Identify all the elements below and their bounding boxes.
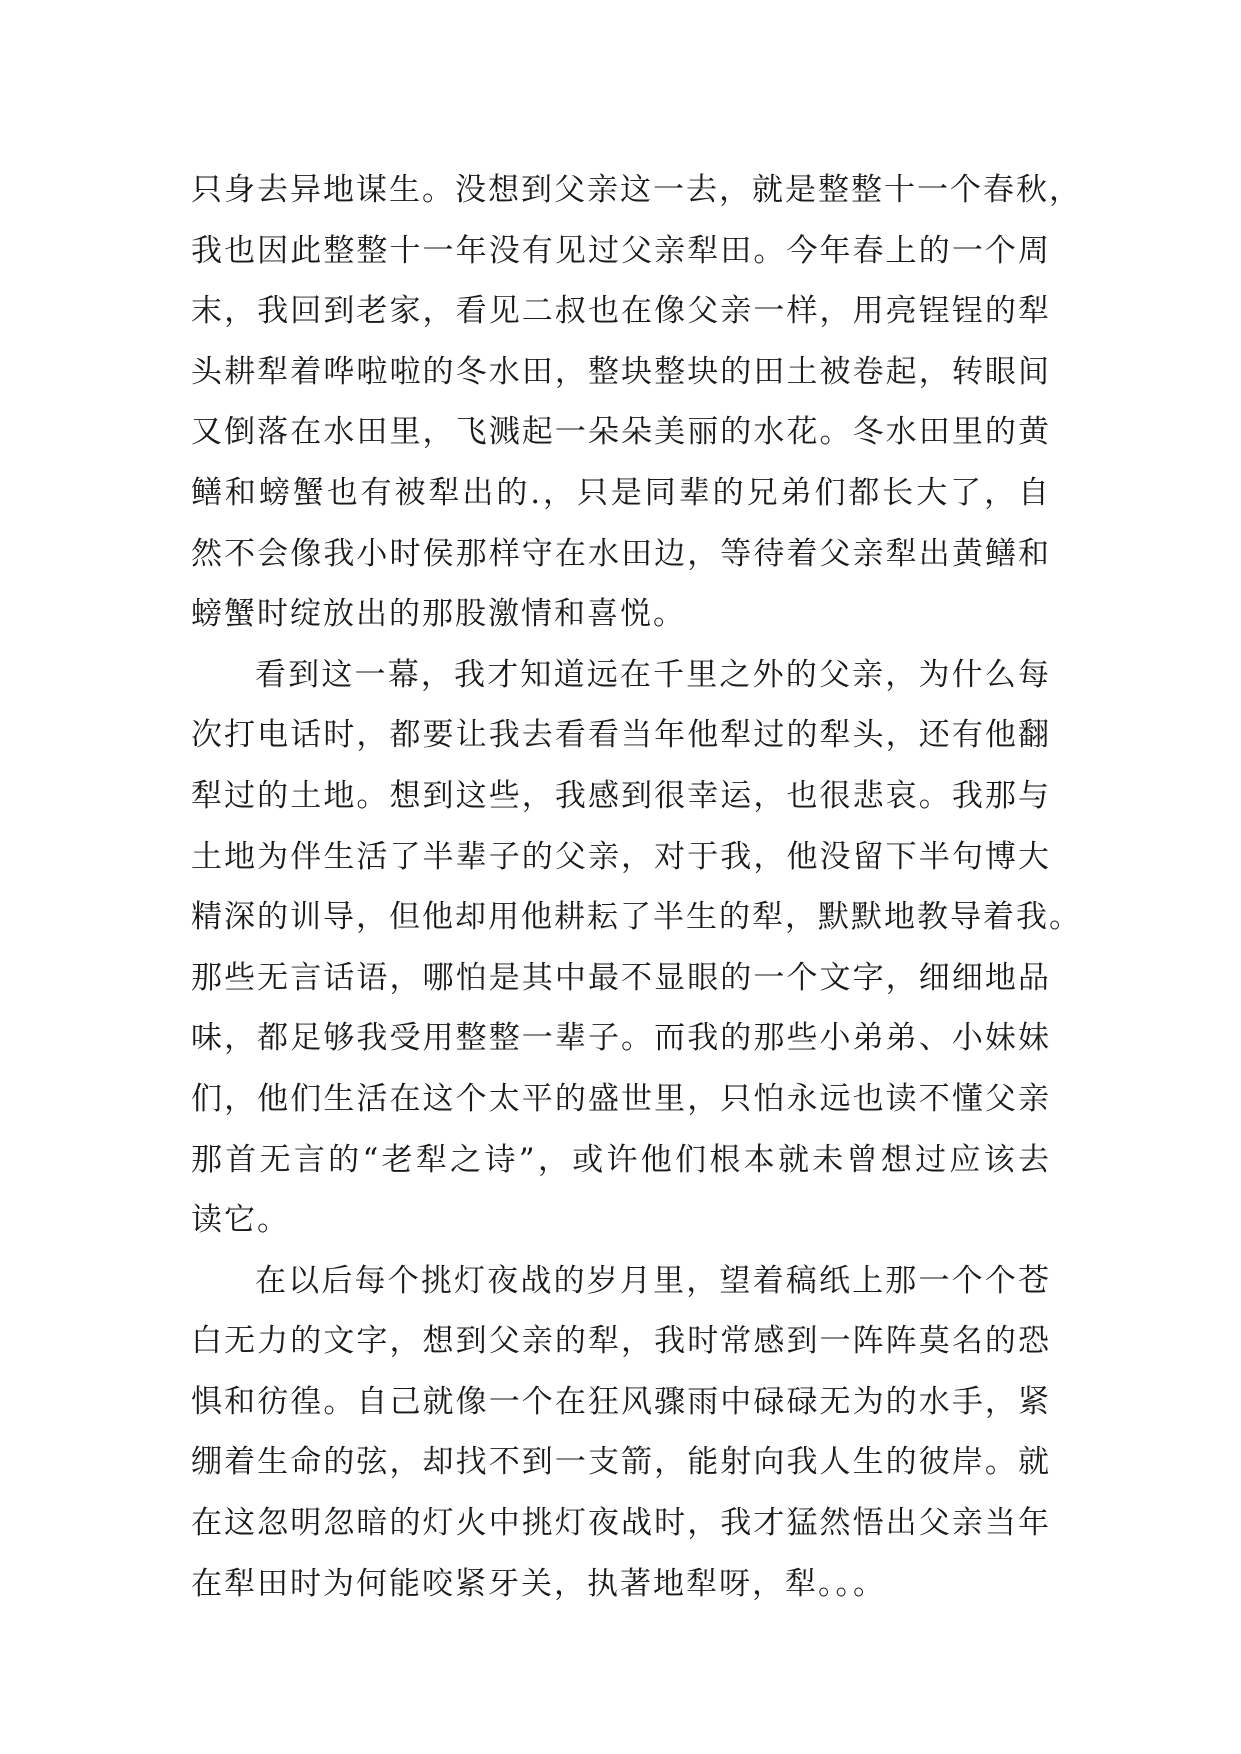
text-line: 然不会像我小时侯那样守在水田边，等待着父亲犁出黄鳝和 [191, 535, 1051, 572]
text-line: 那首无言的“老犁之诗”，或许他们根本就未曾想过应该去 [191, 1141, 1051, 1178]
text-line: 我也因此整整十一年没有见过父亲犁田。今年春上的一个周 [191, 232, 1051, 269]
text-line: 在这忽明忽暗的灯火中挑灯夜战时，我才猛然悟出父亲当年 [191, 1505, 1051, 1542]
text-line: 味，都足够我受用整整一辈子。而我的那些小弟弟、小妹妹 [191, 1020, 1051, 1057]
text-line: 精深的训导，但他却用他耕耘了半生的犁，默默地教导着我。 [191, 899, 1082, 936]
text-line: 鳝和螃蟹也有被犁出的.，只是同辈的兄弟们都长大了，自 [191, 474, 1051, 511]
text-line: 读它。 [191, 1202, 290, 1239]
text-line: 白无力的文字，想到父亲的犁，我时常感到一阵阵莫名的恐 [191, 1323, 1051, 1360]
text-line: 们，他们生活在这个太平的盛世里，只怕永远也读不懂父亲 [191, 1080, 1051, 1117]
text-line: 又倒落在水田里，飞溅起一朵朵美丽的水花。冬水田里的黄 [191, 414, 1051, 451]
text-line: 绷着生命的弦，却找不到一支箭，能射向我人生的彼岸。就 [191, 1444, 1051, 1481]
text-line: 只身去异地谋生。没想到父亲这一去，就是整整十一个春秋， [191, 172, 1082, 208]
body-text [191, 160, 1082, 1614]
text-line: 末，我回到老家，看见二叔也在像父亲一样，用亮锃锃的犁 [191, 293, 1051, 330]
text-line: 犁过的土地。想到这些，我感到很幸运，也很悲哀。我那与 [191, 777, 1051, 814]
text-line: 螃蟹时绽放出的那股激情和喜悦。 [191, 596, 686, 633]
text-line: 惧和彷徨。自己就像一个在狂风骤雨中碌碌无为的水手，紧 [191, 1383, 1051, 1420]
paragraph-first-line: 在以后每个挑灯夜战的岁月里，望着稿纸上那一个个苍 [255, 1262, 1051, 1299]
text-line: 次打电话时，都要让我去看看当年他犁过的犁头，还有他翻 [191, 717, 1051, 754]
text-line: 那些无言话语，哪怕是其中最不显眼的一个文字，细细地品 [191, 959, 1051, 996]
text-line: 土地为伴生活了半辈子的父亲，对于我，他没留下半句博大 [191, 838, 1051, 875]
paragraph-first-line: 看到这一幕，我才知道远在千里之外的父亲，为什么每 [255, 656, 1051, 693]
text-line: 头耕犁着哗啦啦的冬水田，整块整块的田土被卷起，转眼间 [191, 353, 1051, 390]
text-line: 在犁田时为何能咬紧牙关，执著地犁呀，犁。。。 [191, 1565, 886, 1602]
